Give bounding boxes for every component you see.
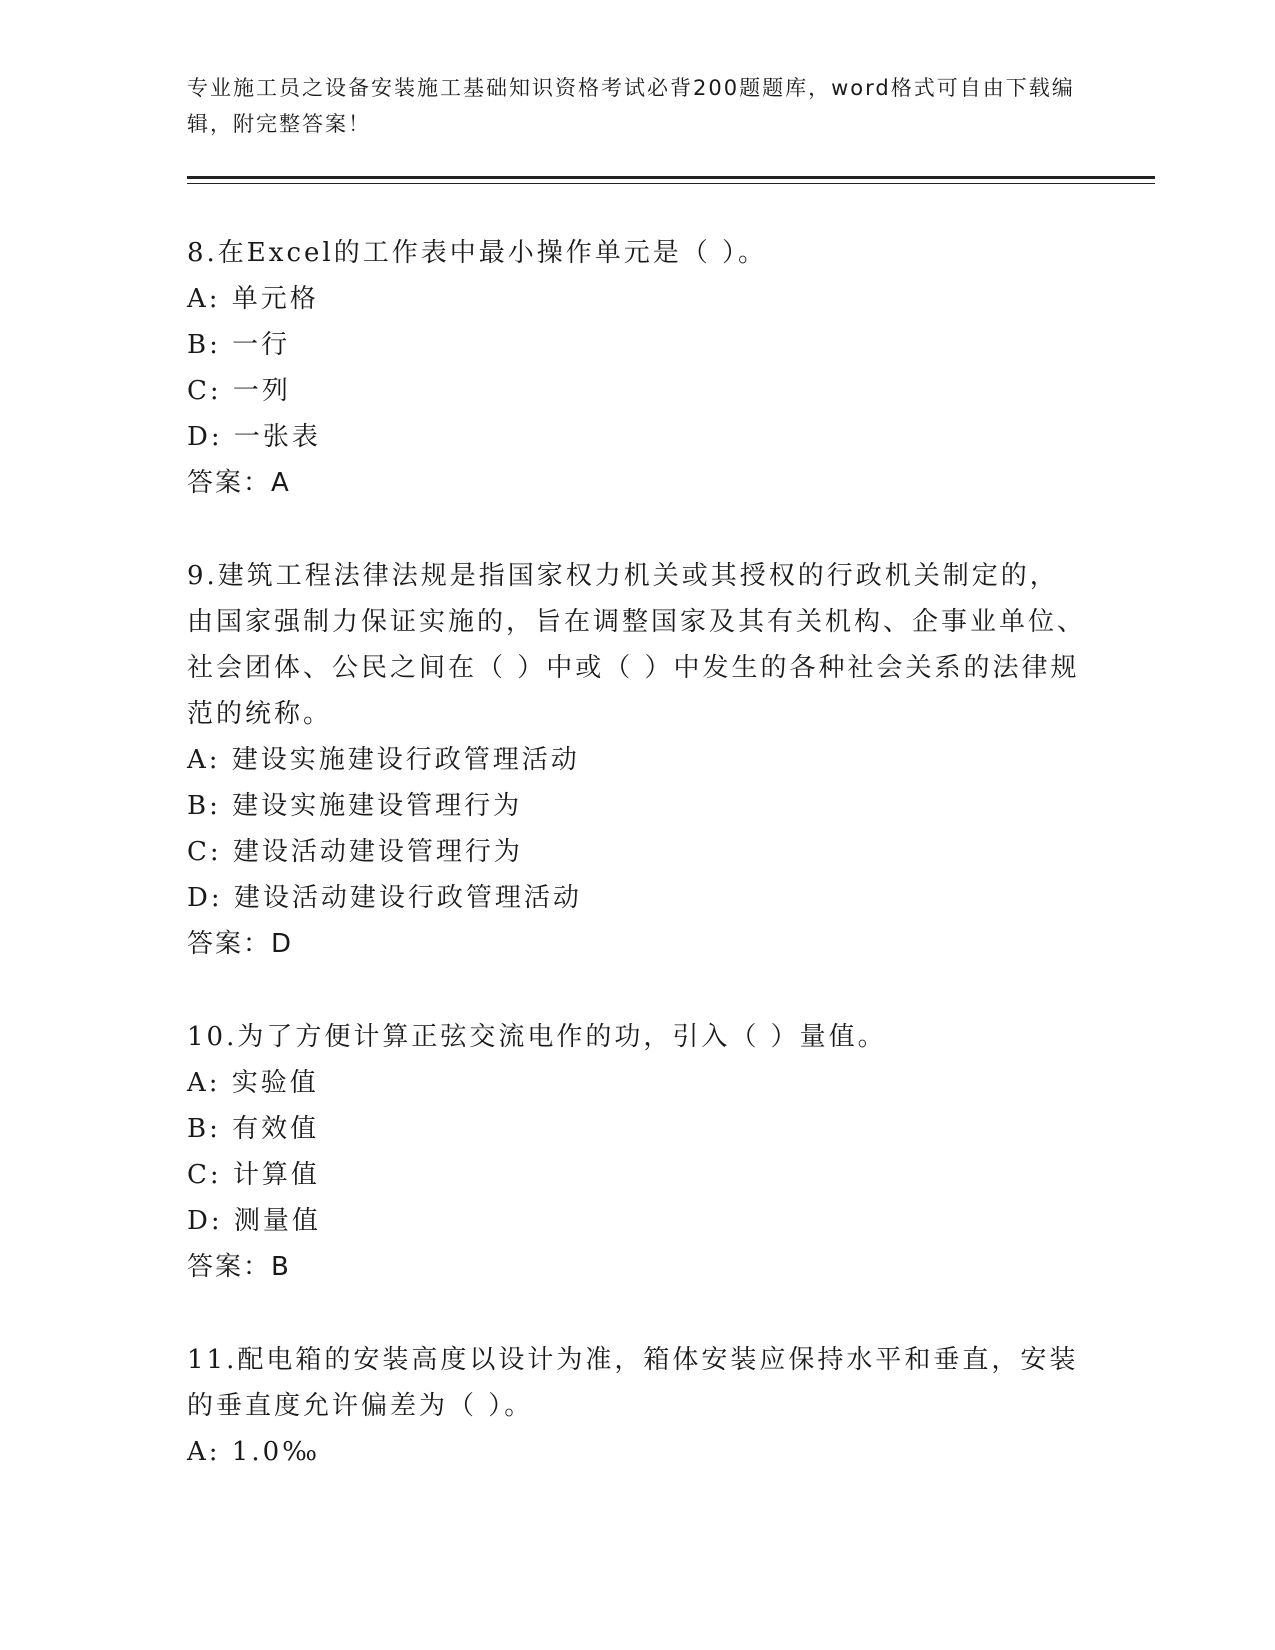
option-c: C: 一列 xyxy=(187,376,291,406)
option-c: C: 建设活动建设管理行为 xyxy=(187,837,523,867)
option-d: D: 一张表 xyxy=(187,422,321,452)
question-11 xyxy=(187,1337,1087,1475)
question-stem: 11.配电箱的安装高度以设计为准，箱体安装应保持水平和垂直，安装的垂直度允许偏差为（ ）。 xyxy=(187,1345,1079,1421)
question-list xyxy=(187,230,1087,1522)
question-9 xyxy=(187,553,1087,967)
answer-line: 答案：B xyxy=(187,1252,291,1282)
option-a: A: 1.0‰ xyxy=(187,1437,321,1467)
option-d: D: 建设活动建设行政管理活动 xyxy=(187,883,582,913)
question-10 xyxy=(187,1014,1087,1290)
option-a: A: 建设实施建设行政管理活动 xyxy=(187,745,580,775)
answer-line: 答案：D xyxy=(187,929,294,959)
question-stem: 10.为了方便计算正弦交流电作的功，引入（ ）量值。 xyxy=(187,1022,887,1052)
option-b: B: 有效值 xyxy=(187,1114,320,1144)
answer-line: 答案：A xyxy=(187,468,291,498)
question-stem: 8.在Excel的工作表中最小操作单元是（ ）。 xyxy=(187,238,767,268)
option-a: A: 实验值 xyxy=(187,1068,319,1098)
question-8 xyxy=(187,230,1087,506)
document-header: 专业施工员之设备安装施工基础知识资格考试必背200题题库，word格式可自由下载编辑，附完整答案！ xyxy=(187,76,1075,136)
question-stem: 9.建筑工程法律法规是指国家权力机关或其授权的行政机关制定的，由国家强制力保证实施的，旨在调整国家及其有关机构、企事业单位、社会团体、公民之间在（ ）中或（ ）中发生的各种社会关系的法律规范的统称。 xyxy=(187,561,1087,729)
option-c: C: 计算值 xyxy=(187,1160,320,1190)
header-divider-thin xyxy=(187,183,1155,184)
option-b: B: 一行 xyxy=(187,330,291,360)
header-divider-thick xyxy=(187,176,1155,179)
option-a: A: 单元格 xyxy=(187,284,319,314)
option-d: D: 测量值 xyxy=(187,1206,321,1236)
option-b: B: 建设实施建设管理行为 xyxy=(187,791,523,821)
